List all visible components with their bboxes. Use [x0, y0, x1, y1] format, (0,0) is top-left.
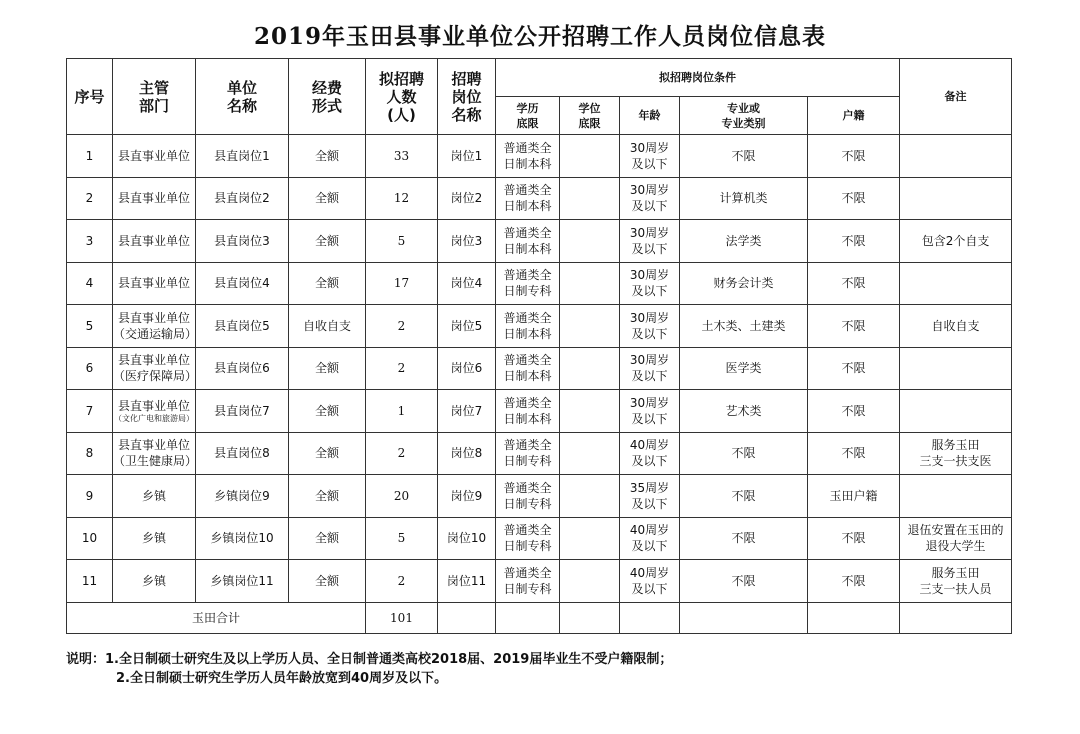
col-header-count: 拟招聘 人数 (人): [366, 59, 438, 135]
cell-seq: 3: [67, 220, 113, 263]
cell-major: 不限: [680, 517, 808, 560]
cell-age-2: 及以下: [631, 284, 668, 299]
cell-degree: [560, 475, 620, 518]
cell-dept-sub-small: （文化广电和旅游局）: [114, 413, 194, 423]
table-row: [67, 347, 1012, 390]
cell-age: [620, 347, 680, 390]
cell-age-2: 及以下: [631, 241, 668, 256]
cell-seq: 8: [67, 432, 113, 475]
table-row: [67, 135, 1012, 178]
cell-count: 33: [366, 135, 438, 178]
cell-count: 12: [366, 177, 438, 220]
cell-age: [620, 177, 680, 220]
cell-age-1: 30周岁: [629, 353, 670, 368]
cell-edu-1: 普通类全: [503, 480, 552, 495]
cell-edu: [496, 135, 560, 178]
cell-seq: 9: [67, 475, 113, 518]
note-line-2: 2.全日制硕士研究生学历人员年龄放宽到40周岁及以下。: [116, 671, 448, 686]
col-header-unit: 单位 名称: [196, 59, 289, 135]
cell-dept: [113, 560, 196, 603]
cell-seq: 4: [67, 262, 113, 305]
cell-edu: [496, 390, 560, 433]
cell-remark: [900, 390, 1012, 433]
cell-count: 1: [366, 390, 438, 433]
cell-remark-2: 三支一扶支医: [919, 454, 992, 469]
table-row: [67, 305, 1012, 348]
col-header-edu: 学历 底限: [496, 97, 560, 135]
cell-remark-1: 服务玉田: [931, 438, 980, 453]
cell-major: 不限: [680, 135, 808, 178]
cell-huji: 不限: [808, 347, 900, 390]
col-header-age: 年龄: [620, 97, 680, 135]
cell-remark: [900, 262, 1012, 305]
cell-edu-1: 普通类全: [503, 268, 552, 283]
cell-degree: [560, 262, 620, 305]
cell-age: [620, 305, 680, 348]
cell-degree: [560, 305, 620, 348]
cell-dept: 县直事业单位: [117, 233, 190, 248]
cell-major: 法学类: [680, 220, 808, 263]
cell-edu-2: 日制本科: [503, 411, 552, 426]
col-header-seq: 序号: [67, 59, 113, 135]
cell-unit: 乡镇岗位9: [196, 475, 289, 518]
cell-age-2: 及以下: [631, 411, 668, 426]
cell-remark: [900, 177, 1012, 220]
cell-dept: 县直事业单位: [117, 276, 190, 291]
cell-edu: [496, 517, 560, 560]
cell-huji: 不限: [808, 262, 900, 305]
cell-seq: 10: [67, 517, 113, 560]
cell-dept: [113, 135, 196, 178]
cell-dept: 乡镇: [141, 531, 166, 546]
cell-post: 岗位9: [438, 475, 496, 518]
cell-remark: [900, 220, 1012, 263]
cell-dept-sub: （交通运输局）: [113, 326, 198, 341]
cell-degree: [560, 390, 620, 433]
cell-dept: 县直事业单位: [117, 310, 190, 325]
cell-age: [620, 560, 680, 603]
cell-edu-1: 普通类全: [503, 353, 552, 368]
cell-major: 不限: [680, 475, 808, 518]
cell-count: 2: [366, 432, 438, 475]
cell-count: 5: [366, 220, 438, 263]
cell-major: 艺术类: [680, 390, 808, 433]
cell-funding: 全额: [289, 262, 366, 305]
cell-edu-2: 日制本科: [503, 199, 552, 214]
cell-funding: 全额: [289, 220, 366, 263]
cell-age: [620, 220, 680, 263]
cell-dept: 县直事业单位: [117, 353, 190, 368]
total-label: 玉田合计: [67, 602, 366, 633]
col-header-conditions: 拟招聘岗位条件: [496, 59, 900, 97]
cell-age: [620, 262, 680, 305]
cell-funding: 全额: [289, 177, 366, 220]
cell-major: 不限: [680, 560, 808, 603]
cell-edu: [496, 432, 560, 475]
header-row-1: [67, 59, 1012, 97]
cell-age-1: 30周岁: [629, 310, 670, 325]
cell-funding: 全额: [289, 135, 366, 178]
cell-dept: 县直事业单位: [117, 148, 190, 163]
page-title: 2019年玉田县事业单位公开招聘工作人员岗位信息表: [253, 23, 826, 50]
cell-dept: [113, 390, 196, 433]
cell-funding: 全额: [289, 390, 366, 433]
cell-edu: [496, 177, 560, 220]
col-header-post: 招聘 岗位 名称: [438, 59, 496, 135]
cell-edu-2: 日制专科: [503, 496, 552, 511]
cell-age-2: 及以下: [631, 199, 668, 214]
cell-age-2: 及以下: [631, 156, 668, 171]
cell-count: 2: [366, 305, 438, 348]
cell-age-2: 及以下: [631, 454, 668, 469]
cell-dept: 县直事业单位: [117, 438, 190, 453]
cell-age-1: 30周岁: [629, 140, 670, 155]
cell-edu-1: 普通类全: [503, 523, 552, 538]
cell-age-2: 及以下: [631, 581, 668, 596]
cell-edu: [496, 305, 560, 348]
table-row: [67, 560, 1012, 603]
cell-seq: 11: [67, 560, 113, 603]
cell-huji: 不限: [808, 177, 900, 220]
cell-huji: 不限: [808, 305, 900, 348]
cell-unit: 县直岗位5: [196, 305, 289, 348]
cell-unit: 县直岗位8: [196, 432, 289, 475]
table-row: [67, 475, 1012, 518]
cell-age: [620, 517, 680, 560]
table-row: [67, 390, 1012, 433]
cell-degree: [560, 135, 620, 178]
cell-seq: 6: [67, 347, 113, 390]
cell-post: 岗位11: [438, 560, 496, 603]
cell-count: 5: [366, 517, 438, 560]
cell-dept: [113, 347, 196, 390]
cell-major: 财务会计类: [680, 262, 808, 305]
cell-age-2: 及以下: [631, 326, 668, 341]
cell-seq: 5: [67, 305, 113, 348]
note-line-1: 说明：1.全日制硕士研究生及以上学历人员、全日制普通类高校2018届、2019届毕业生不受户籍限制；: [66, 652, 673, 667]
cell-count: 2: [366, 560, 438, 603]
cell-age: [620, 432, 680, 475]
cell-edu-1: 普通类全: [503, 395, 552, 410]
cell-edu-2: 日制专科: [503, 454, 552, 469]
cell-edu: [496, 475, 560, 518]
cell-remark: [900, 517, 1012, 560]
cell-count: 2: [366, 347, 438, 390]
cell-remark: [900, 305, 1012, 348]
cell-age-2: 及以下: [631, 539, 668, 554]
cell-count: 20: [366, 475, 438, 518]
cell-huji: 不限: [808, 220, 900, 263]
cell-major: 不限: [680, 432, 808, 475]
col-header-remark: 备注: [900, 59, 1012, 135]
cell-edu: [496, 347, 560, 390]
cell-unit: 县直岗位2: [196, 177, 289, 220]
cell-degree: [560, 432, 620, 475]
cell-edu-2: 日制本科: [503, 326, 552, 341]
cell-remark: [900, 475, 1012, 518]
cell-unit: 县直岗位7: [196, 390, 289, 433]
cell-dept: [113, 262, 196, 305]
cell-post: 岗位2: [438, 177, 496, 220]
cell-edu-1: 普通类全: [503, 310, 552, 325]
cell-major: 计算机类: [680, 177, 808, 220]
table-row: [67, 262, 1012, 305]
cell-age-2: 及以下: [631, 369, 668, 384]
cell-funding: 全额: [289, 560, 366, 603]
cell-remark-1: 包含2个自支: [921, 233, 990, 248]
table-row: [67, 220, 1012, 263]
total-row: [67, 602, 1012, 633]
cell-funding: 全额: [289, 475, 366, 518]
cell-age-1: 35周岁: [629, 480, 670, 495]
cell-post: 岗位7: [438, 390, 496, 433]
cell-dept: 县直事业单位: [117, 398, 190, 413]
cell-unit: 县直岗位6: [196, 347, 289, 390]
cell-post: 岗位10: [438, 517, 496, 560]
recruitment-table: [66, 58, 1012, 634]
cell-degree: [560, 347, 620, 390]
cell-edu-2: 日制本科: [503, 369, 552, 384]
cell-unit: 乡镇岗位11: [196, 560, 289, 603]
cell-edu: [496, 560, 560, 603]
cell-unit: 县直岗位3: [196, 220, 289, 263]
cell-age: [620, 475, 680, 518]
notes: [66, 650, 672, 688]
cell-seq: 7: [67, 390, 113, 433]
cell-age-1: 30周岁: [629, 395, 670, 410]
cell-major: 医学类: [680, 347, 808, 390]
cell-edu-2: 日制专科: [503, 581, 552, 596]
cell-major: 土木类、土建类: [680, 305, 808, 348]
cell-dept: [113, 517, 196, 560]
cell-huji: 不限: [808, 390, 900, 433]
cell-age-1: 30周岁: [629, 183, 670, 198]
cell-funding: 全额: [289, 517, 366, 560]
cell-edu: [496, 220, 560, 263]
cell-funding: 全额: [289, 432, 366, 475]
cell-huji: 不限: [808, 432, 900, 475]
cell-edu-2: 日制专科: [503, 284, 552, 299]
cell-edu-1: 普通类全: [503, 183, 552, 198]
cell-dept: 乡镇: [141, 573, 166, 588]
cell-funding: 全额: [289, 347, 366, 390]
cell-edu: [496, 262, 560, 305]
cell-degree: [560, 177, 620, 220]
cell-huji: 不限: [808, 135, 900, 178]
cell-remark: [900, 347, 1012, 390]
cell-edu-2: 日制专科: [503, 539, 552, 554]
cell-age-1: 40周岁: [629, 438, 670, 453]
cell-unit: 县直岗位1: [196, 135, 289, 178]
col-header-funding: 经费 形式: [289, 59, 366, 135]
cell-degree: [560, 220, 620, 263]
cell-age-1: 40周岁: [629, 565, 670, 580]
cell-remark-1: 退伍安置在玉田的: [907, 523, 1004, 538]
cell-dept: 县直事业单位: [117, 191, 190, 206]
cell-age: [620, 135, 680, 178]
cell-age-1: 40周岁: [629, 523, 670, 538]
table-row: [67, 432, 1012, 475]
cell-age-2: 及以下: [631, 496, 668, 511]
cell-edu-1: 普通类全: [503, 225, 552, 240]
cell-remark-2: 三支一扶人员: [919, 581, 992, 596]
cell-edu-2: 日制本科: [503, 156, 552, 171]
cell-huji: 不限: [808, 560, 900, 603]
cell-remark: [900, 432, 1012, 475]
cell-dept: [113, 305, 196, 348]
table-row: [67, 177, 1012, 220]
cell-remark-1: 服务玉田: [931, 565, 980, 580]
table-row: [67, 517, 1012, 560]
cell-dept: [113, 432, 196, 475]
cell-remark: [900, 135, 1012, 178]
cell-post: 岗位8: [438, 432, 496, 475]
cell-edu-2: 日制本科: [503, 241, 552, 256]
col-header-major: 专业或 专业类别: [680, 97, 808, 135]
cell-remark-2: 退役大学生: [925, 539, 986, 554]
col-header-huji: 户籍: [808, 97, 900, 135]
cell-funding: 自收自支: [289, 305, 366, 348]
cell-count: 17: [366, 262, 438, 305]
cell-edu-1: 普通类全: [503, 140, 552, 155]
cell-post: 岗位6: [438, 347, 496, 390]
cell-age-1: 30周岁: [629, 268, 670, 283]
total-value: 101: [366, 602, 438, 633]
col-header-degree: 学位 底限: [560, 97, 620, 135]
cell-post: 岗位3: [438, 220, 496, 263]
cell-post: 岗位5: [438, 305, 496, 348]
cell-seq: 2: [67, 177, 113, 220]
cell-post: 岗位4: [438, 262, 496, 305]
cell-seq: 1: [67, 135, 113, 178]
cell-remark-1: 自收自支: [931, 318, 980, 333]
cell-degree: [560, 517, 620, 560]
cell-edu-1: 普通类全: [503, 565, 552, 580]
cell-degree: [560, 560, 620, 603]
cell-age: [620, 390, 680, 433]
cell-dept-sub: （医疗保障局）: [113, 369, 198, 384]
cell-dept: [113, 220, 196, 263]
cell-post: 岗位1: [438, 135, 496, 178]
cell-dept: [113, 475, 196, 518]
cell-unit: 县直岗位4: [196, 262, 289, 305]
cell-huji: 不限: [808, 517, 900, 560]
cell-age-1: 30周岁: [629, 225, 670, 240]
cell-dept-sub: （卫生健康局）: [113, 454, 198, 469]
cell-unit: 乡镇岗位10: [196, 517, 289, 560]
cell-huji: 玉田户籍: [808, 475, 900, 518]
cell-dept: 乡镇: [141, 488, 166, 503]
cell-remark: [900, 560, 1012, 603]
col-header-dept: 主管 部门: [113, 59, 196, 135]
cell-dept: [113, 177, 196, 220]
cell-edu-1: 普通类全: [503, 438, 552, 453]
